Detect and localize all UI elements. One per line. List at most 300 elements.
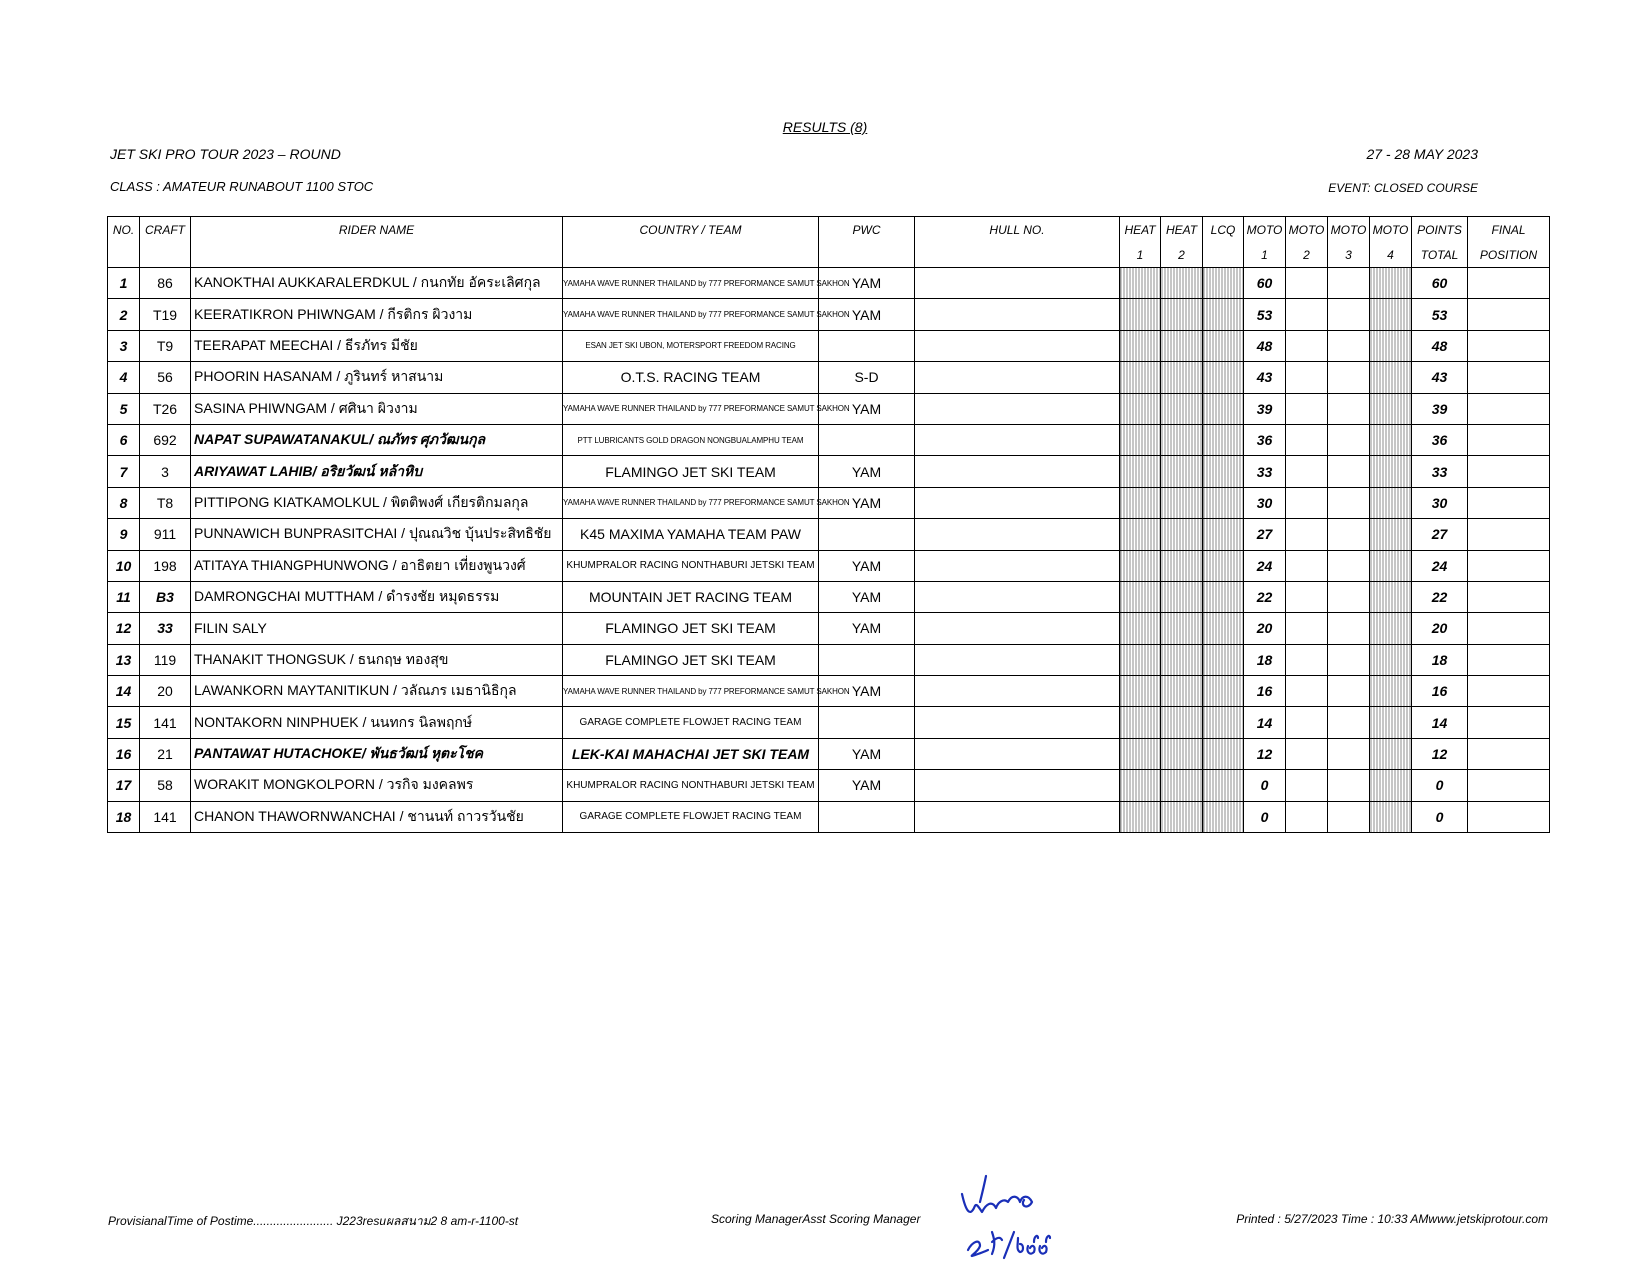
position-cell xyxy=(1468,393,1550,424)
table-row xyxy=(108,613,1550,644)
hull-cell xyxy=(915,550,1120,581)
total-cell: 24 xyxy=(1412,550,1468,581)
moto4-cell xyxy=(1370,519,1412,550)
moto1-cell: 20 xyxy=(1244,613,1286,644)
moto1-cell: 24 xyxy=(1244,550,1286,581)
total-cell: 22 xyxy=(1412,581,1468,612)
moto1-cell: 27 xyxy=(1244,519,1286,550)
header-pwc: PWC xyxy=(819,217,915,243)
pwc-cell: YAM xyxy=(819,487,915,518)
heat2-cell xyxy=(1161,268,1203,299)
total-cell: 12 xyxy=(1412,738,1468,769)
heat1-cell xyxy=(1120,738,1161,769)
moto2-cell xyxy=(1286,801,1328,832)
team-cell: GARAGE COMPLETE FLOWJET RACING TEAM xyxy=(563,707,819,738)
rider-cell: ATITAYA THIANGPHUNWONG / อาธิตยา เที่ยงพูนวงศ์ xyxy=(191,550,563,581)
rank-cell: 17 xyxy=(108,770,140,801)
table-row xyxy=(108,738,1550,769)
total-cell: 0 xyxy=(1412,801,1468,832)
moto3-cell xyxy=(1328,519,1370,550)
craft-cell: 119 xyxy=(140,644,191,675)
moto1-cell: 14 xyxy=(1244,707,1286,738)
total-cell: 36 xyxy=(1412,424,1468,455)
hull-cell xyxy=(915,393,1120,424)
lcq-cell xyxy=(1203,424,1244,455)
moto1-cell: 12 xyxy=(1244,738,1286,769)
moto2-cell xyxy=(1286,393,1328,424)
heat2-cell xyxy=(1161,519,1203,550)
rank-cell: 5 xyxy=(108,393,140,424)
heat2-cell xyxy=(1161,707,1203,738)
moto1-cell: 0 xyxy=(1244,801,1286,832)
hull-cell xyxy=(915,362,1120,393)
subheader-hull xyxy=(915,242,1120,268)
subheader-moto1: 1 xyxy=(1244,242,1286,268)
pwc-cell xyxy=(819,330,915,361)
heat2-cell xyxy=(1161,581,1203,612)
position-cell xyxy=(1468,519,1550,550)
moto3-cell xyxy=(1328,268,1370,299)
lcq-cell xyxy=(1203,550,1244,581)
heat2-cell xyxy=(1161,801,1203,832)
table-row xyxy=(108,424,1550,455)
rider-cell: PUNNAWICH BUNPRASITCHAI / ปุณณวิช บุ้นประสิทธิชัย xyxy=(191,519,563,550)
heat2-cell xyxy=(1161,738,1203,769)
lcq-cell xyxy=(1203,613,1244,644)
moto3-cell xyxy=(1328,550,1370,581)
moto3-cell xyxy=(1328,676,1370,707)
heat2-cell xyxy=(1161,424,1203,455)
pwc-cell: S-D xyxy=(819,362,915,393)
heat1-cell xyxy=(1120,801,1161,832)
moto2-cell xyxy=(1286,738,1328,769)
moto3-cell xyxy=(1328,644,1370,675)
moto1-cell: 53 xyxy=(1244,299,1286,330)
pwc-cell: YAM xyxy=(819,268,915,299)
hull-cell xyxy=(915,738,1120,769)
moto4-cell xyxy=(1370,456,1412,487)
heat2-cell xyxy=(1161,676,1203,707)
hull-cell xyxy=(915,581,1120,612)
moto4-cell xyxy=(1370,738,1412,769)
heat2-cell xyxy=(1161,613,1203,644)
moto2-cell xyxy=(1286,330,1328,361)
craft-cell: 141 xyxy=(140,801,191,832)
position-cell xyxy=(1468,770,1550,801)
rank-cell: 2 xyxy=(108,299,140,330)
pwc-cell xyxy=(819,707,915,738)
team-cell: YAMAHA WAVE RUNNER THAILAND by 777 PREFORMANCE SAMUT SAKHON xyxy=(563,676,819,707)
position-cell xyxy=(1468,299,1550,330)
moto3-cell xyxy=(1328,487,1370,518)
heat1-cell xyxy=(1120,676,1161,707)
moto2-cell xyxy=(1286,676,1328,707)
rank-cell: 12 xyxy=(108,613,140,644)
header-moto2: MOTO xyxy=(1286,217,1328,243)
craft-cell: 21 xyxy=(140,738,191,769)
rider-cell: TEERAPAT MEECHAI / ธีรภัทร มีชัย xyxy=(191,330,563,361)
moto2-cell xyxy=(1286,550,1328,581)
position-cell xyxy=(1468,362,1550,393)
rider-cell: NAPAT SUPAWATANAKUL/ ณภัทร ศุภวัฒนกุล xyxy=(191,424,563,455)
heat1-cell xyxy=(1120,519,1161,550)
total-cell: 16 xyxy=(1412,676,1468,707)
position-cell xyxy=(1468,424,1550,455)
heat1-cell xyxy=(1120,581,1161,612)
subheader-moto4: 4 xyxy=(1370,242,1412,268)
craft-cell: 20 xyxy=(140,676,191,707)
rider-cell: NONTAKORN NINPHUEK / นนทกร นิลพฤกษ์ xyxy=(191,707,563,738)
hull-cell xyxy=(915,644,1120,675)
header-team: COUNTRY / TEAM xyxy=(563,217,819,243)
moto3-cell xyxy=(1328,613,1370,644)
header-moto4: MOTO xyxy=(1370,217,1412,243)
heat1-cell xyxy=(1120,613,1161,644)
hull-cell xyxy=(915,268,1120,299)
moto3-cell xyxy=(1328,581,1370,612)
heat1-cell xyxy=(1120,456,1161,487)
rank-cell: 15 xyxy=(108,707,140,738)
heat1-cell xyxy=(1120,644,1161,675)
table-row xyxy=(108,330,1550,361)
heat1-cell xyxy=(1120,707,1161,738)
position-cell xyxy=(1468,330,1550,361)
team-cell: FLAMINGO JET SKI TEAM xyxy=(563,456,819,487)
team-cell: LEK-KAI MAHACHAI JET SKI TEAM xyxy=(563,738,819,769)
heat1-cell xyxy=(1120,487,1161,518)
heat2-cell xyxy=(1161,770,1203,801)
hull-cell xyxy=(915,519,1120,550)
subheader-moto2: 2 xyxy=(1286,242,1328,268)
footer-middle-text: Scoring ManagerAsst Scoring Manager xyxy=(711,1212,921,1226)
position-cell xyxy=(1468,676,1550,707)
subheader-heat1: 1 xyxy=(1120,242,1161,268)
lcq-cell xyxy=(1203,801,1244,832)
craft-cell: 58 xyxy=(140,770,191,801)
moto2-cell xyxy=(1286,424,1328,455)
rank-cell: 10 xyxy=(108,550,140,581)
pwc-cell xyxy=(819,644,915,675)
heat2-cell xyxy=(1161,456,1203,487)
lcq-cell xyxy=(1203,676,1244,707)
team-cell: KHUMPRALOR RACING NONTHABURI JETSKI TEAM xyxy=(563,550,819,581)
team-cell: PTT LUBRICANTS GOLD DRAGON NONGBUALAMPHU TEAM xyxy=(563,424,819,455)
moto2-cell xyxy=(1286,770,1328,801)
moto2-cell xyxy=(1286,456,1328,487)
table-row xyxy=(108,362,1550,393)
lcq-cell xyxy=(1203,707,1244,738)
hull-cell xyxy=(915,770,1120,801)
header-lcq: LCQ xyxy=(1203,217,1244,243)
moto4-cell xyxy=(1370,801,1412,832)
lcq-cell xyxy=(1203,456,1244,487)
lcq-cell xyxy=(1203,393,1244,424)
craft-cell: 3 xyxy=(140,456,191,487)
header-heat1: HEAT xyxy=(1120,217,1161,243)
moto4-cell xyxy=(1370,299,1412,330)
moto1-cell: 18 xyxy=(1244,644,1286,675)
table-row xyxy=(108,676,1550,707)
total-cell: 33 xyxy=(1412,456,1468,487)
hull-cell xyxy=(915,707,1120,738)
table-row xyxy=(108,487,1550,518)
team-cell: ESAN JET SKI UBON, MOTERSPORT FREEDOM RACING xyxy=(563,330,819,361)
pwc-cell: YAM xyxy=(819,456,915,487)
hull-cell xyxy=(915,424,1120,455)
heat1-cell xyxy=(1120,424,1161,455)
results-body xyxy=(108,268,1550,833)
rider-cell: WORAKIT MONGKOLPORN / วรกิจ มงคลพร xyxy=(191,770,563,801)
document-title: RESULTS (8) xyxy=(782,119,868,135)
rank-cell: 8 xyxy=(108,487,140,518)
hull-cell xyxy=(915,299,1120,330)
moto4-cell xyxy=(1370,393,1412,424)
event-name: JET SKI PRO TOUR 2023 – ROUND xyxy=(110,146,341,162)
event-date: 27 - 28 MAY 2023 xyxy=(1366,146,1478,162)
table-row xyxy=(108,393,1550,424)
moto4-cell xyxy=(1370,268,1412,299)
moto1-cell: 22 xyxy=(1244,581,1286,612)
subheader-heat2: 2 xyxy=(1161,242,1203,268)
position-cell xyxy=(1468,801,1550,832)
rider-cell: LAWANKORN MAYTANITIKUN / วลัณภร เมธานิธิกุล xyxy=(191,676,563,707)
moto4-cell xyxy=(1370,707,1412,738)
team-cell: K45 MAXIMA YAMAHA TEAM PAW xyxy=(563,519,819,550)
heat2-cell xyxy=(1161,487,1203,518)
table-row xyxy=(108,581,1550,612)
team-cell: FLAMINGO JET SKI TEAM xyxy=(563,644,819,675)
total-cell: 18 xyxy=(1412,644,1468,675)
subheader-total: TOTAL xyxy=(1412,242,1468,268)
pwc-cell: YAM xyxy=(819,676,915,707)
moto2-cell xyxy=(1286,362,1328,393)
craft-cell: 33 xyxy=(140,613,191,644)
moto3-cell xyxy=(1328,738,1370,769)
heat2-cell xyxy=(1161,299,1203,330)
moto2-cell xyxy=(1286,519,1328,550)
header-no: NO. xyxy=(108,217,140,243)
moto1-cell: 60 xyxy=(1244,268,1286,299)
moto2-cell xyxy=(1286,268,1328,299)
rider-cell: KANOKTHAI AUKKARALERDKUL / กนกทัย อัคระเลิศกุล xyxy=(191,268,563,299)
total-cell: 60 xyxy=(1412,268,1468,299)
moto1-cell: 0 xyxy=(1244,770,1286,801)
position-cell xyxy=(1468,550,1550,581)
pwc-cell: YAM xyxy=(819,581,915,612)
heat2-cell xyxy=(1161,393,1203,424)
moto4-cell xyxy=(1370,362,1412,393)
rank-cell: 3 xyxy=(108,330,140,361)
position-cell xyxy=(1468,644,1550,675)
header-craft: CRAFT xyxy=(140,217,191,243)
moto1-cell: 39 xyxy=(1244,393,1286,424)
rank-cell: 18 xyxy=(108,801,140,832)
total-cell: 27 xyxy=(1412,519,1468,550)
subheader-rider xyxy=(191,242,563,268)
heat1-cell xyxy=(1120,393,1161,424)
craft-cell: 56 xyxy=(140,362,191,393)
pwc-cell xyxy=(819,424,915,455)
rider-cell: DAMRONGCHAI MUTTHAM / ดำรงชัย หมุดธรรม xyxy=(191,581,563,612)
footer-left-text: ProvisianalTime of Postime........................ J223resuผลสนาม2 8 am-r-1100-st xyxy=(108,1214,519,1228)
header-heat2: HEAT xyxy=(1161,217,1203,243)
table-row xyxy=(108,268,1550,299)
team-cell: YAMAHA WAVE RUNNER THAILAND by 777 PREFORMANCE SAMUT SAKHON xyxy=(563,393,819,424)
hull-cell xyxy=(915,456,1120,487)
rank-cell: 1 xyxy=(108,268,140,299)
moto2-cell xyxy=(1286,707,1328,738)
heat1-cell xyxy=(1120,550,1161,581)
moto2-cell xyxy=(1286,644,1328,675)
event-type: EVENT: CLOSED COURSE xyxy=(1328,181,1478,195)
results-table xyxy=(107,216,1550,833)
heat1-cell xyxy=(1120,330,1161,361)
lcq-cell xyxy=(1203,299,1244,330)
craft-cell: 911 xyxy=(140,519,191,550)
pwc-cell: YAM xyxy=(819,770,915,801)
moto2-cell xyxy=(1286,487,1328,518)
header-points: POINTS xyxy=(1412,217,1468,243)
craft-cell: T26 xyxy=(140,393,191,424)
header-rider: RIDER NAME xyxy=(191,217,563,243)
rider-cell: PANTAWAT HUTACHOKE/ พันธวัฒน์ หุตะโชค xyxy=(191,738,563,769)
position-cell xyxy=(1468,456,1550,487)
rider-cell: ARIYAWAT LAHIB/ อริยวัฒน์ หล้าหิบ xyxy=(191,456,563,487)
pwc-cell: YAM xyxy=(819,550,915,581)
heat2-cell xyxy=(1161,644,1203,675)
header-moto1: MOTO xyxy=(1244,217,1286,243)
moto3-cell xyxy=(1328,770,1370,801)
pwc-cell: YAM xyxy=(819,613,915,644)
heat2-cell xyxy=(1161,550,1203,581)
subheader-team xyxy=(563,242,819,268)
moto4-cell xyxy=(1370,770,1412,801)
moto4-cell xyxy=(1370,644,1412,675)
hull-cell xyxy=(915,613,1120,644)
craft-cell: T19 xyxy=(140,299,191,330)
heat1-cell xyxy=(1120,299,1161,330)
subheader-craft xyxy=(140,242,191,268)
subheader-position: POSITION xyxy=(1468,242,1550,268)
moto1-cell: 36 xyxy=(1244,424,1286,455)
rider-cell: CHANON THAWORNWANCHAI / ชานนท์ ถาวรวันชัย xyxy=(191,801,563,832)
position-cell xyxy=(1468,707,1550,738)
moto1-cell: 16 xyxy=(1244,676,1286,707)
total-cell: 43 xyxy=(1412,362,1468,393)
table-row xyxy=(108,550,1550,581)
handwritten-signature xyxy=(958,1172,1058,1262)
position-cell xyxy=(1468,738,1550,769)
rider-cell: KEERATIKRON PHIWNGAM / กีรติกร ผิวงาม xyxy=(191,299,563,330)
hull-cell xyxy=(915,487,1120,518)
header-final: FINAL xyxy=(1468,217,1550,243)
lcq-cell xyxy=(1203,268,1244,299)
moto1-cell: 33 xyxy=(1244,456,1286,487)
craft-cell: 198 xyxy=(140,550,191,581)
lcq-cell xyxy=(1203,362,1244,393)
rank-cell: 13 xyxy=(108,644,140,675)
heat2-cell xyxy=(1161,362,1203,393)
moto3-cell xyxy=(1328,424,1370,455)
total-cell: 20 xyxy=(1412,613,1468,644)
table-row xyxy=(108,707,1550,738)
position-cell xyxy=(1468,581,1550,612)
rider-cell: PHOORIN HASANAM / ภูรินทร์ หาสนาม xyxy=(191,362,563,393)
moto2-cell xyxy=(1286,613,1328,644)
craft-cell: T8 xyxy=(140,487,191,518)
position-cell xyxy=(1468,613,1550,644)
lcq-cell xyxy=(1203,581,1244,612)
team-cell: YAMAHA WAVE RUNNER THAILAND by 777 PREFORMANCE SAMUT SAKHON xyxy=(563,268,819,299)
pwc-cell: YAM xyxy=(819,393,915,424)
rank-cell: 6 xyxy=(108,424,140,455)
rider-cell: THANAKIT THONGSUK / ธนกฤษ ทองสุข xyxy=(191,644,563,675)
total-cell: 30 xyxy=(1412,487,1468,518)
rider-cell: SASINA PHIWNGAM / ศศินา ผิวงาม xyxy=(191,393,563,424)
table-row xyxy=(108,801,1550,832)
position-cell xyxy=(1468,268,1550,299)
rank-cell: 4 xyxy=(108,362,140,393)
team-cell: MOUNTAIN JET RACING TEAM xyxy=(563,581,819,612)
pwc-cell: YAM xyxy=(819,299,915,330)
lcq-cell xyxy=(1203,770,1244,801)
craft-cell: 86 xyxy=(140,268,191,299)
rank-cell: 9 xyxy=(108,519,140,550)
rider-cell: FILIN SALY xyxy=(191,613,563,644)
hull-cell xyxy=(915,676,1120,707)
moto1-cell: 43 xyxy=(1244,362,1286,393)
heat2-cell xyxy=(1161,330,1203,361)
subheader-pwc xyxy=(819,242,915,268)
moto4-cell xyxy=(1370,424,1412,455)
table-row xyxy=(108,644,1550,675)
craft-cell: 692 xyxy=(140,424,191,455)
moto3-cell xyxy=(1328,801,1370,832)
header-hull: HULL NO. xyxy=(915,217,1120,243)
moto3-cell xyxy=(1328,330,1370,361)
team-cell: FLAMINGO JET SKI TEAM xyxy=(563,613,819,644)
heat1-cell xyxy=(1120,362,1161,393)
rank-cell: 14 xyxy=(108,676,140,707)
table-row xyxy=(108,299,1550,330)
moto4-cell xyxy=(1370,676,1412,707)
table-row xyxy=(108,456,1550,487)
craft-cell: 141 xyxy=(140,707,191,738)
pwc-cell: YAM xyxy=(819,738,915,769)
craft-cell: B3 xyxy=(140,581,191,612)
lcq-cell xyxy=(1203,487,1244,518)
total-cell: 48 xyxy=(1412,330,1468,361)
rider-cell: PITTIPONG KIATKAMOLKUL / พิตติพงศ์ เกียรติกมลกุล xyxy=(191,487,563,518)
moto3-cell xyxy=(1328,393,1370,424)
total-cell: 14 xyxy=(1412,707,1468,738)
lcq-cell xyxy=(1203,330,1244,361)
moto4-cell xyxy=(1370,330,1412,361)
moto4-cell xyxy=(1370,550,1412,581)
moto3-cell xyxy=(1328,299,1370,330)
team-cell: KHUMPRALOR RACING NONTHABURI JETSKI TEAM xyxy=(563,770,819,801)
rank-cell: 7 xyxy=(108,456,140,487)
heat1-cell xyxy=(1120,268,1161,299)
subheader-moto3: 3 xyxy=(1328,242,1370,268)
moto3-cell xyxy=(1328,707,1370,738)
moto4-cell xyxy=(1370,487,1412,518)
class-name: CLASS : AMATEUR RUNABOUT 1100 STOC xyxy=(110,179,374,194)
team-cell: O.T.S. RACING TEAM xyxy=(563,362,819,393)
table-row xyxy=(108,519,1550,550)
pwc-cell xyxy=(819,519,915,550)
total-cell: 39 xyxy=(1412,393,1468,424)
